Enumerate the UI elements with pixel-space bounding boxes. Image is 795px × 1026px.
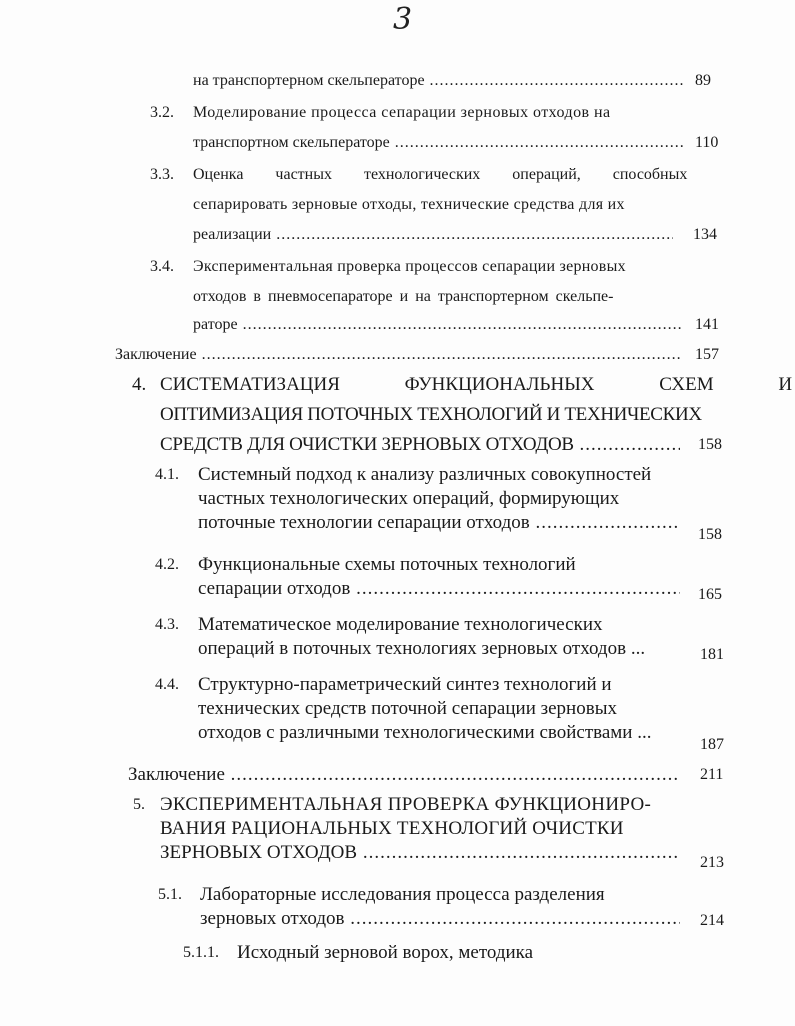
toc-entry-title-cont: поточные технологии сепарации отходов .....	[198, 512, 680, 534]
toc-chapter-title-cont: ЗЕРНОВЫХ ОТХОДОВ .....	[160, 842, 680, 864]
toc-section-number: 4.1.	[155, 466, 179, 483]
toc-entry-title-cont: сепарации отходов .....	[198, 578, 680, 600]
toc-section-number: 3.3.	[150, 166, 174, 183]
toc-page-number: 181	[700, 646, 724, 663]
handwritten-page-number: 3	[393, 2, 413, 37]
toc-entry-title-cont: частных технологических операций, формирующих	[198, 488, 620, 509]
toc-page-number: 157	[695, 346, 719, 363]
toc-page-number: 134	[693, 226, 717, 243]
toc-entry-title: Моделирование процесса сепарации зерновых отходов на	[193, 104, 611, 121]
toc-entry-title-cont: транспортном скельператоре .....	[193, 134, 683, 152]
toc-entry-title: Системный подход к анализу различных совокупностей	[198, 464, 652, 485]
toc-chapter-title-cont: СРЕДСТВ ДЛЯ ОЧИСТКИ ЗЕРНОВЫХ ОТХОДОВ .....	[160, 434, 680, 456]
toc-section-number: 5.1.1.	[183, 944, 219, 961]
toc-section-number: 5.1.	[158, 886, 182, 903]
toc-section-number: 4.3.	[155, 616, 179, 633]
toc-page-number: 213	[700, 854, 724, 871]
toc-entry-title-cont: отходов с различными технологическими свойствами ...	[198, 722, 652, 743]
toc-page-number: 187	[700, 736, 724, 753]
toc-entry-title: на транспортерном скельператоре .....	[193, 72, 683, 90]
toc-entry-title: Функциональные схемы поточных технологий	[198, 554, 576, 575]
toc-entry-title: Структурно-параметрический синтез технологий и	[198, 674, 612, 695]
toc-chapter-title-cont: ВАНИЯ РАЦИОНАЛЬНЫХ ТЕХНОЛОГИЙ ОЧИСТКИ	[160, 818, 624, 839]
toc-entry-title-cont: операций в поточных технологиях зерновых отходов ...	[198, 638, 646, 659]
toc-page-number: 158	[698, 436, 722, 453]
toc-entry-title-cont: сепарировать зерновые отходы, технические средства для их	[193, 196, 625, 213]
toc-entry-title-cont: зерновых отходов .....	[200, 908, 680, 930]
toc-page-number: 214	[700, 912, 724, 929]
toc-chapter-number: 4.	[132, 374, 147, 395]
toc-page-number: 165	[698, 586, 722, 603]
toc-conclusion: Заключение .....	[128, 764, 678, 786]
toc-entry-title: Экспериментальная проверка процессов сепарации зерновых	[193, 258, 626, 275]
toc-entry-title: Исходный зерновой ворох, методика	[237, 942, 534, 963]
toc-section-number: 3.4.	[150, 258, 174, 275]
toc-page-number: 141	[695, 316, 719, 333]
toc-entry-title-cont: раторе .....	[193, 316, 683, 334]
toc-entry-title-cont: технических средств поточной сепарации зерновых	[198, 698, 617, 719]
toc-chapter-title-cont: ОПТИМИЗАЦИЯ ПОТОЧНЫХ ТЕХНОЛОГИЙ И ТЕХНИЧЕСКИХ	[160, 404, 702, 425]
toc-entry-title-cont: отходов в пневмосепараторе и на транспортерном скельпе-	[193, 288, 614, 305]
toc-conclusion: Заключение .....	[115, 346, 680, 364]
toc-entry-title: Математическое моделирование технологических	[198, 614, 603, 635]
toc-chapter-number: 5.	[133, 796, 145, 813]
toc-section-number: 4.4.	[155, 676, 179, 693]
toc-page-number: 89	[695, 72, 711, 89]
toc-entry-title: Лабораторные исследования процесса разделения	[200, 884, 605, 905]
toc-page-number: 110	[695, 134, 719, 151]
toc-entry-title: Оценка частных технологических операций, способных	[193, 166, 688, 183]
toc-section-number: 3.2.	[150, 104, 174, 121]
toc-chapter-title: ЭКСПЕРИМЕНТАЛЬНАЯ ПРОВЕРКА ФУНКЦИОНИРО-	[160, 794, 652, 815]
toc-page-number: 211	[700, 766, 724, 783]
toc-page-number: 158	[698, 526, 722, 543]
toc-entry-title-cont: реализации .....	[193, 226, 673, 244]
toc-section-number: 4.2.	[155, 556, 179, 573]
toc-chapter-title: СИСТЕМАТИЗАЦИЯ ФУНКЦИОНАЛЬНЫХ СХЕМ И	[160, 374, 793, 395]
